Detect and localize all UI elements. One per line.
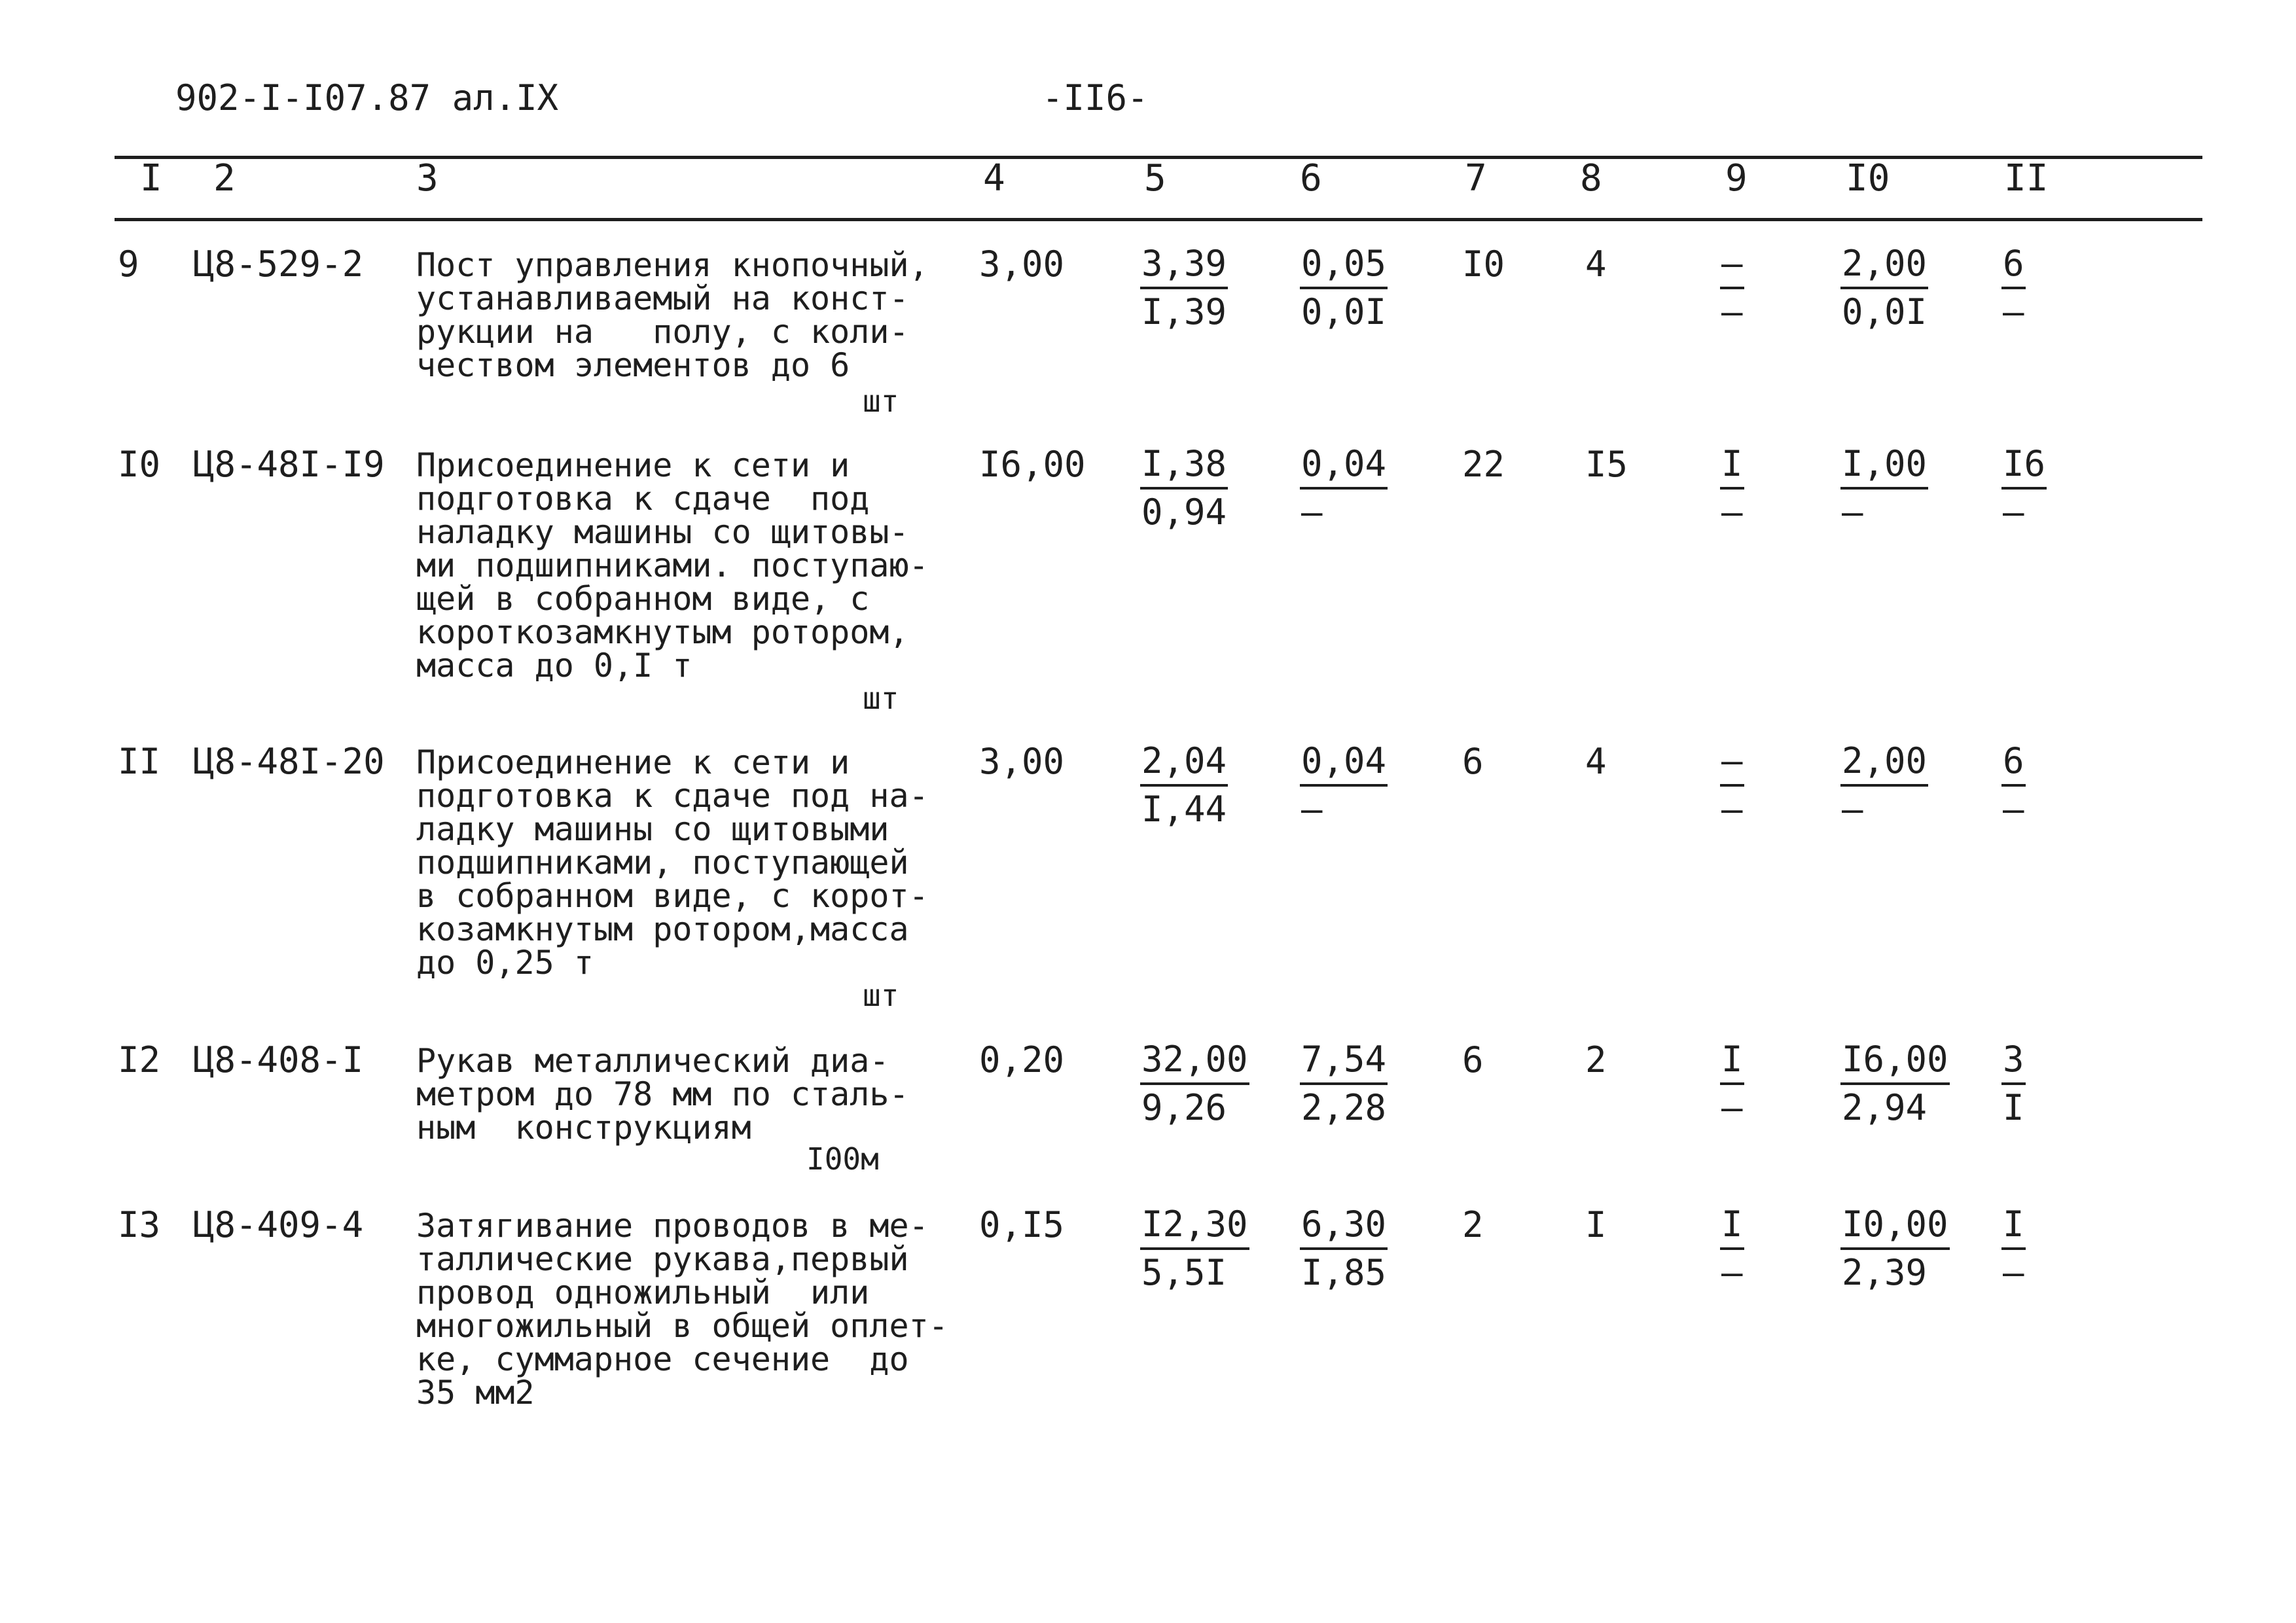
cost-fraction xyxy=(1140,1037,1249,1131)
document-code: 902-I-I07.87 ал.IX xyxy=(175,77,559,118)
wage-value: I,39 xyxy=(1141,291,1227,332)
table-header-rule xyxy=(115,218,2202,221)
machine-wage-value: 2,28 xyxy=(1301,1087,1387,1128)
row-number: 9 xyxy=(118,243,139,285)
machine-fraction xyxy=(1300,738,1388,832)
col11-numerator: 3 xyxy=(2001,1037,2026,1085)
col10-numerator: 2,00 xyxy=(1840,738,1928,787)
col10-numerator: I,00 xyxy=(1840,441,1928,490)
col11-fraction xyxy=(2001,1037,2026,1131)
col7-value: 2 xyxy=(1462,1204,1484,1245)
col11-fraction xyxy=(2001,1202,2026,1296)
wage-value: 9,26 xyxy=(1141,1087,1227,1128)
machine-fraction xyxy=(1300,441,1388,535)
column-header: I xyxy=(140,157,162,200)
work-description: Затягивание проводов в ме- таллические рукава,первый провод одножильный или многожильный в общей оплет- ке, суммарное сечение до 35 мм2 xyxy=(416,1207,948,1412)
quantity: I6,00 xyxy=(979,444,1086,485)
col10-denominator: – xyxy=(1842,789,1863,830)
col11-fraction xyxy=(2001,241,2026,335)
machine-value: 0,04 xyxy=(1300,441,1388,490)
col11-denominator: – xyxy=(2003,491,2024,533)
col9-denominator: – xyxy=(1721,491,1743,533)
col10-denominator: 0,0I xyxy=(1842,291,1928,332)
column-header: II xyxy=(2004,157,2049,200)
col10-numerator: 2,00 xyxy=(1840,241,1928,289)
machine-value: 0,04 xyxy=(1300,738,1388,787)
cost-fraction xyxy=(1140,1202,1249,1296)
col8-value: I5 xyxy=(1585,444,1628,485)
col9-denominator: – xyxy=(1721,789,1743,830)
machine-fraction xyxy=(1300,1202,1388,1296)
row-number: I0 xyxy=(118,444,161,485)
column-header: 7 xyxy=(1465,157,1487,200)
row-number: I2 xyxy=(118,1039,161,1080)
column-header: I0 xyxy=(1846,157,1890,200)
column-header: 5 xyxy=(1144,157,1166,200)
col9-fraction xyxy=(1720,241,1744,335)
col10-numerator: I0,00 xyxy=(1840,1202,1950,1250)
col11-fraction xyxy=(2001,441,2047,535)
machine-wage-value: I,85 xyxy=(1301,1252,1387,1293)
col7-value: 6 xyxy=(1462,741,1484,782)
col9-numerator: – xyxy=(1720,738,1744,787)
col11-numerator: 6 xyxy=(2001,738,2026,787)
norm-code: Ц8-529-2 xyxy=(193,243,364,285)
column-header: 8 xyxy=(1580,157,1602,200)
col9-numerator: I xyxy=(1720,1202,1744,1250)
work-description: Присоединение к сети и подготовка к сдаче под наладку машины со щитовы- ми подшипниками. поступаю- щей в собранном виде, с короткозамкнутым ротором, масса до 0,I т xyxy=(416,446,929,685)
col11-denominator: – xyxy=(2003,291,2024,332)
column-header: 2 xyxy=(213,157,236,200)
col9-denominator: – xyxy=(1721,291,1743,332)
unit-of-measure: шт xyxy=(863,681,899,716)
cost-fraction xyxy=(1140,441,1228,535)
unit-of-measure: шт xyxy=(863,383,899,419)
col10-fraction xyxy=(1840,738,1928,832)
norm-code: Ц8-48I-20 xyxy=(193,741,385,782)
col10-fraction xyxy=(1840,1037,1950,1131)
col11-fraction xyxy=(2001,738,2026,832)
col9-fraction xyxy=(1720,1202,1744,1296)
col8-value: 2 xyxy=(1585,1039,1607,1080)
col10-denominator: – xyxy=(1842,491,1863,533)
norm-code: Ц8-408-I xyxy=(193,1039,364,1080)
col8-value: 4 xyxy=(1585,741,1607,782)
col11-numerator: 6 xyxy=(2001,241,2026,289)
page-number: -II6- xyxy=(1042,77,1149,118)
row-number: II xyxy=(118,741,161,782)
col11-numerator: I6 xyxy=(2001,441,2047,490)
unit-of-measure: шт xyxy=(863,978,899,1013)
norm-code: Ц8-48I-I9 xyxy=(193,444,385,485)
col9-denominator: – xyxy=(1721,1252,1743,1293)
work-description: Пост управления кнопочный, устанавливаемый на конст- рукции на полу, с коли- чеством элементов до 6 xyxy=(416,246,929,384)
col8-value: I xyxy=(1585,1204,1607,1245)
work-description: Рукав металлический диа- метром до 78 мм по сталь- ным конструкциям xyxy=(416,1042,909,1147)
cost-fraction xyxy=(1140,241,1228,335)
machine-wage-value: – xyxy=(1301,491,1323,533)
quantity: 0,I5 xyxy=(979,1204,1065,1245)
norm-code: Ц8-409-4 xyxy=(193,1204,364,1245)
col9-fraction xyxy=(1720,1037,1744,1131)
machine-value: 0,05 xyxy=(1300,241,1388,289)
machine-value: 7,54 xyxy=(1300,1037,1388,1085)
unit-of-measure: I00м xyxy=(806,1141,879,1177)
column-header: 6 xyxy=(1300,157,1322,200)
col10-fraction xyxy=(1840,441,1928,535)
cost-value: I2,30 xyxy=(1140,1202,1249,1250)
cost-value: 32,00 xyxy=(1140,1037,1249,1085)
col10-fraction xyxy=(1840,1202,1950,1296)
col10-fraction xyxy=(1840,241,1928,335)
machine-fraction xyxy=(1300,241,1388,335)
col9-numerator: I xyxy=(1720,1037,1744,1085)
col11-denominator: – xyxy=(2003,789,2024,830)
col10-denominator: 2,94 xyxy=(1842,1087,1928,1128)
col10-denominator: 2,39 xyxy=(1842,1252,1928,1293)
col9-fraction xyxy=(1720,441,1744,535)
quantity: 3,00 xyxy=(979,243,1065,285)
column-header: 3 xyxy=(416,157,439,200)
col11-denominator: I xyxy=(2003,1087,2024,1128)
col11-denominator: – xyxy=(2003,1252,2024,1293)
col7-value: 22 xyxy=(1462,444,1505,485)
col11-numerator: I xyxy=(2001,1202,2026,1250)
cost-fraction xyxy=(1140,738,1228,832)
quantity: 0,20 xyxy=(979,1039,1065,1080)
wage-value: 0,94 xyxy=(1141,491,1227,533)
column-header: 4 xyxy=(983,157,1005,200)
col9-denominator: – xyxy=(1721,1087,1743,1128)
col7-value: I0 xyxy=(1462,243,1505,285)
cost-value: 2,04 xyxy=(1140,738,1228,787)
col8-value: 4 xyxy=(1585,243,1607,285)
cost-value: I,38 xyxy=(1140,441,1228,490)
wage-value: I,44 xyxy=(1141,789,1227,830)
row-number: I3 xyxy=(118,1204,161,1245)
machine-wage-value: – xyxy=(1301,789,1323,830)
column-header: 9 xyxy=(1725,157,1748,200)
machine-value: 6,30 xyxy=(1300,1202,1388,1250)
machine-fraction xyxy=(1300,1037,1388,1131)
col9-fraction xyxy=(1720,738,1744,832)
col9-numerator: I xyxy=(1720,441,1744,490)
machine-wage-value: 0,0I xyxy=(1301,291,1387,332)
quantity: 3,00 xyxy=(979,741,1065,782)
col9-numerator: – xyxy=(1720,241,1744,289)
wage-value: 5,5I xyxy=(1141,1252,1227,1293)
col7-value: 6 xyxy=(1462,1039,1484,1080)
cost-value: 3,39 xyxy=(1140,241,1228,289)
col10-numerator: I6,00 xyxy=(1840,1037,1950,1085)
work-description: Присоединение к сети и подготовка к сдаче под на- ладку машины со щитовыми подшипниками, поступающей в собранном виде, с корот- козамкнутым ротором,масса до 0,25 т xyxy=(416,743,929,982)
